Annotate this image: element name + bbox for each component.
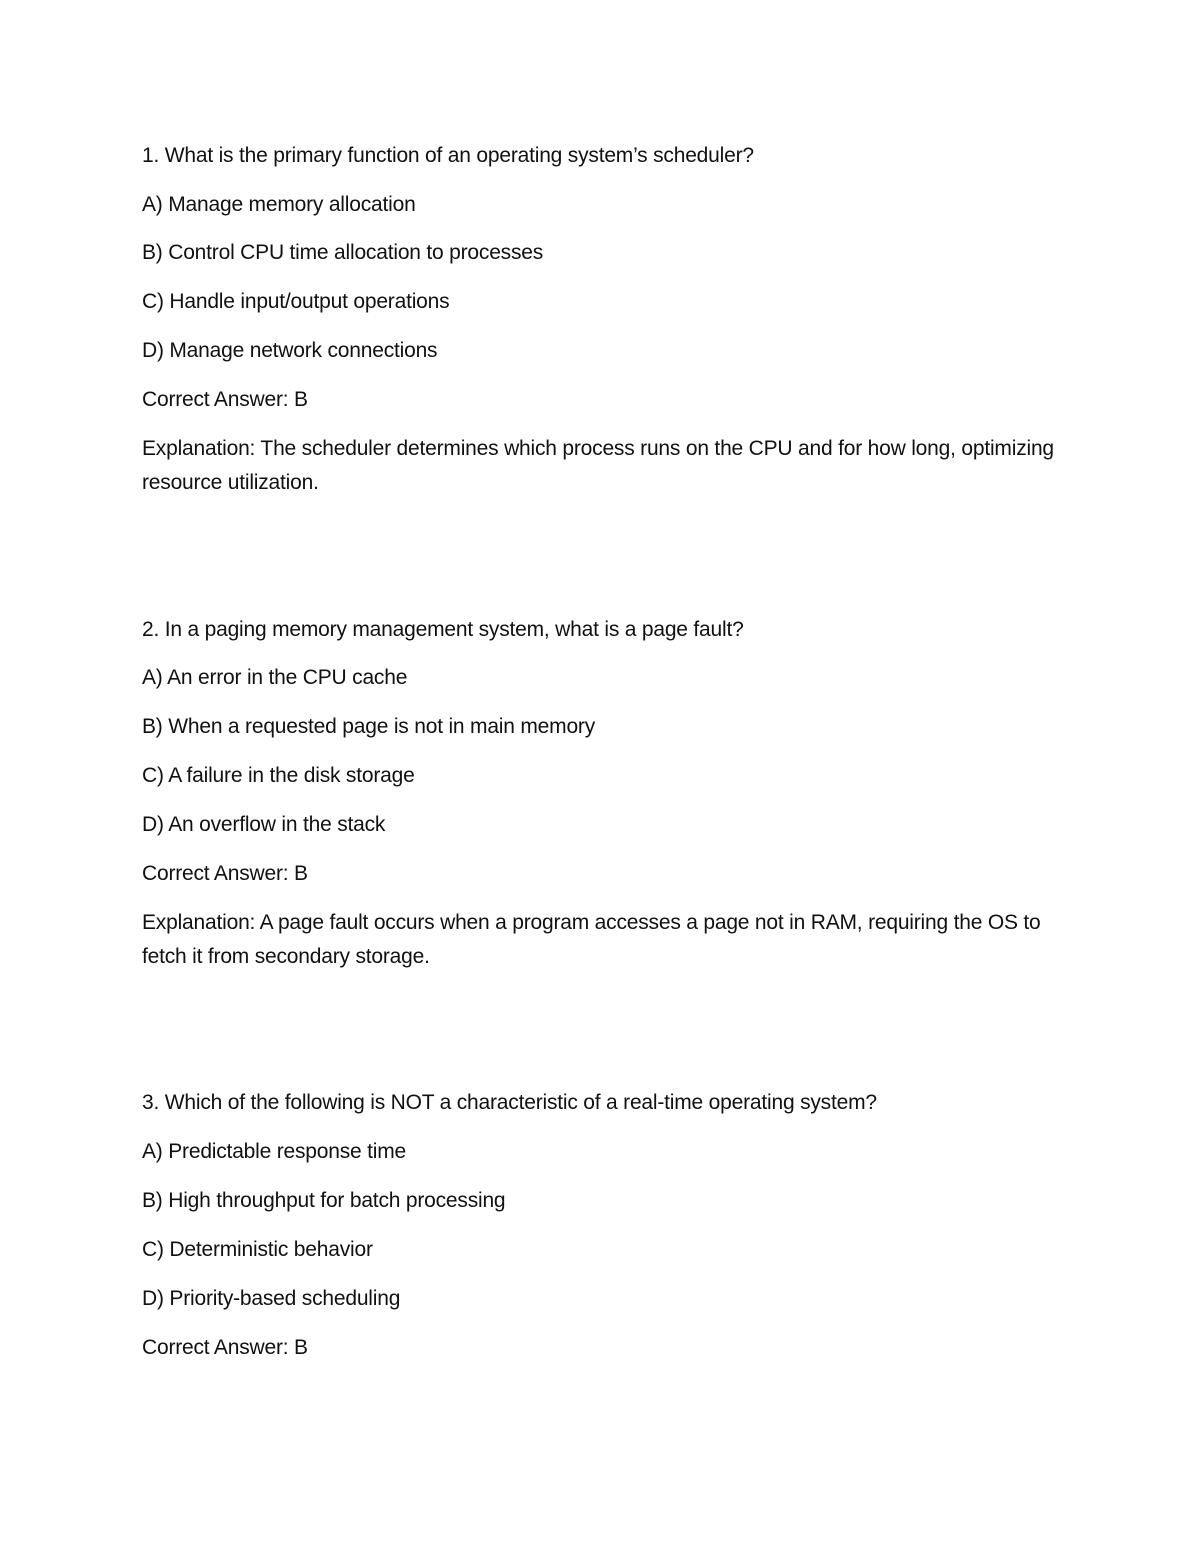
option-b: B) Control CPU time allocation to processes	[142, 241, 544, 264]
option-a: A) Predictable response time	[142, 1140, 407, 1163]
question-text: 1. What is the primary function of an operating system’s scheduler?	[142, 144, 754, 167]
option-a: A) Manage memory allocation	[142, 193, 416, 216]
option-d: D) An overflow in the stack	[142, 813, 386, 836]
explanation: Explanation: The scheduler determines which process runs on the CPU and for how long, optimizing resource utilization.	[142, 437, 1054, 494]
option-b: B) High throughput for batch processing	[142, 1189, 506, 1212]
option-d: D) Priority-based scheduling	[142, 1287, 401, 1310]
option-b: B) When a requested page is not in main memory	[142, 715, 596, 738]
option-d: D) Manage network connections	[142, 339, 438, 362]
option-c: C) Deterministic behavior	[142, 1238, 373, 1261]
question-text: 3. Which of the following is NOT a characteristic of a real-time operating system?	[142, 1091, 877, 1114]
correct-answer: Correct Answer: B	[142, 1336, 308, 1359]
explanation: Explanation: A page fault occurs when a program accesses a page not in RAM, requiring the OS to fetch it from secondary storage.	[142, 911, 1041, 968]
option-c: C) A failure in the disk storage	[142, 764, 415, 787]
option-a: A) An error in the CPU cache	[142, 666, 408, 689]
question-text: 2. In a paging memory management system, what is a page fault?	[142, 618, 744, 641]
correct-answer: Correct Answer: B	[142, 862, 308, 885]
correct-answer: Correct Answer: B	[142, 388, 308, 411]
option-c: C) Handle input/output operations	[142, 290, 450, 313]
